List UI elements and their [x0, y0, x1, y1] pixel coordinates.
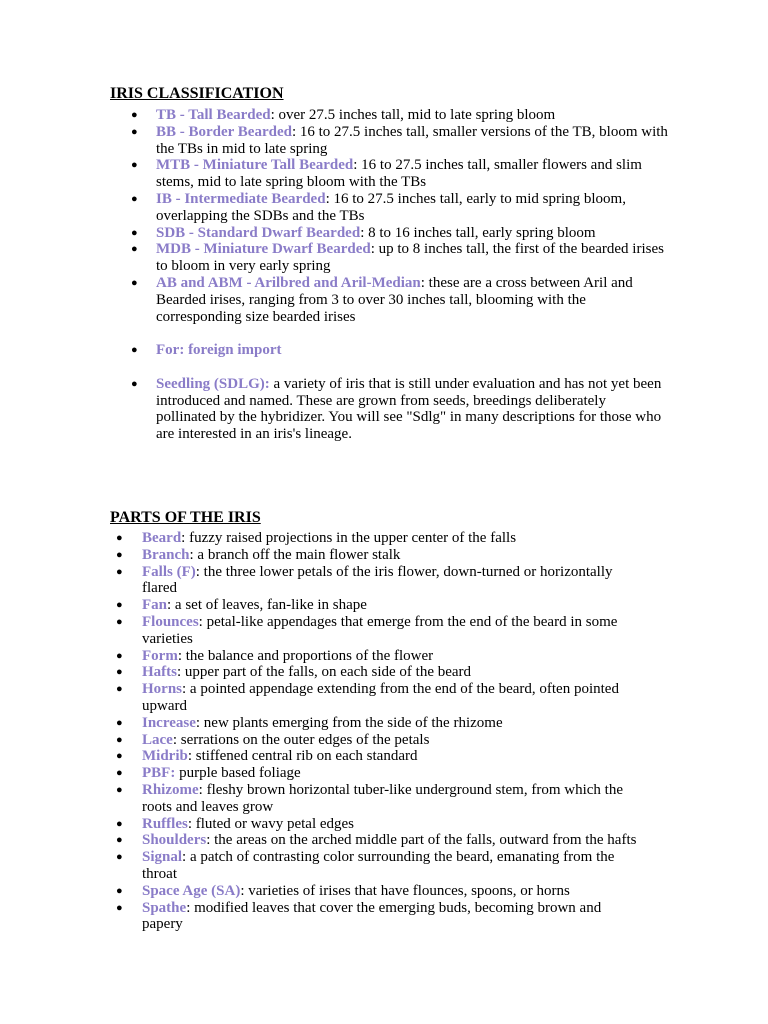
bullet-icon: ● [116, 565, 123, 578]
list-item [131, 190, 668, 225]
definition: : the three lower petals of the iris flower, down-turned or horizontally flared [142, 563, 613, 597]
term: SDB - Standard Dwarf Bearded [156, 224, 361, 241]
list-item [116, 597, 642, 614]
list-item [116, 731, 642, 749]
list-item [116, 681, 642, 715]
bullet-icon: ● [116, 750, 123, 763]
definition: : a branch off the main flower stalk [189, 546, 401, 563]
definition: purple based foliage [175, 765, 301, 782]
definition: : stiffened central rib on each standard [187, 748, 418, 765]
bullet-icon: ● [116, 548, 123, 561]
definition: : upper part of the falls, on each side of the beard [177, 664, 472, 681]
bullet-icon: ● [131, 109, 138, 121]
list-item [131, 123, 668, 158]
list-item [131, 342, 668, 359]
bullet-icon: ● [131, 344, 138, 357]
definition: : 16 to 27.5 inches tall, smaller flowers and slim stems, mid to late spring bloom with the TBs [156, 157, 642, 191]
iris-classification-list [131, 107, 668, 443]
definition: : up to 8 inches tall, the first of the bearded irises to bloom in very early spring [156, 241, 664, 275]
bullet-icon: ● [116, 666, 123, 679]
definition: : a patch of contrasting color surrounding the beard, emanating from the throat [142, 849, 615, 882]
section-title-parts-of-the-iris: PARTS OF THE IRIS [110, 509, 261, 526]
bullet-icon: ● [116, 783, 123, 796]
term: Space Age (SA) [142, 882, 241, 899]
bullet-icon: ● [116, 615, 123, 628]
term: Branch [142, 546, 190, 563]
definition: : fleshy brown horizontal tuber-like underground stem, from which the roots and leaves grow [142, 781, 623, 815]
bullet-icon: ● [116, 817, 123, 830]
definition: : 16 to 27.5 inches tall, smaller versions of the TB, bloom with the TBs in mid to late spring [156, 123, 668, 157]
bullet-icon: ● [116, 683, 123, 696]
bullet-icon: ● [131, 159, 138, 172]
term: Shoulders [142, 832, 207, 849]
list-item [131, 375, 668, 443]
bullet-icon: ● [116, 851, 123, 864]
definition: : fluted or wavy petal edges [187, 815, 355, 832]
definition: : fuzzy raised projections in the upper center of the falls [181, 530, 517, 546]
term: Lace [142, 731, 173, 748]
term: IB - Intermediate Bearded [156, 190, 326, 207]
bullet-icon: ● [116, 649, 123, 662]
definition: : 16 to 27.5 inches tall, early to mid spring bloom, overlapping the SDBs and the TBs [156, 190, 626, 224]
bullet-icon: ● [116, 716, 123, 729]
list-item [116, 647, 642, 665]
term: Rhizome [142, 781, 199, 798]
term: Increase [142, 714, 196, 731]
bullet-icon: ● [131, 377, 138, 390]
bullet-icon: ● [131, 243, 138, 256]
list-item [131, 224, 668, 242]
definition: : petal-like appendages that emerge from the end of the beard in some varieties [142, 613, 618, 647]
list-item [116, 849, 642, 883]
spacer [156, 325, 668, 342]
list-item [116, 714, 642, 732]
definition: : serrations on the outer edges of the petals [172, 731, 430, 748]
list-item [116, 530, 642, 547]
list-item [131, 157, 668, 191]
definition: : a set of leaves, fan-like in shape [167, 597, 367, 614]
term: BB - Border Bearded [156, 123, 292, 140]
bullet-icon: ● [116, 733, 123, 746]
list-item [116, 613, 642, 648]
term: Signal [142, 849, 183, 866]
term: Hafts [142, 664, 177, 681]
list-item [131, 274, 668, 325]
definition: : modified leaves that cover the emerging buds, becoming brown and papery [142, 899, 602, 933]
bullet-icon: ● [131, 192, 138, 205]
list-item [116, 563, 642, 598]
list-item [116, 765, 642, 782]
bullet-icon: ● [116, 532, 123, 544]
bullet-icon: ● [131, 226, 138, 239]
bullet-icon: ● [116, 599, 123, 612]
term: Form [142, 647, 178, 664]
spacer [156, 359, 668, 376]
bullet-icon: ● [116, 884, 123, 897]
bullet-icon: ● [116, 767, 123, 780]
definition: : the areas on the arched middle part of the falls, outward from the hafts [206, 832, 637, 849]
definition: : these are a cross between Aril and Bearded irises, ranging from 3 to over 30 inches tall, blooming with the corresponding size bearded irises [156, 274, 633, 325]
list-item [116, 664, 642, 681]
list-item [131, 107, 668, 124]
list-item [116, 815, 642, 833]
term: Fan [142, 597, 168, 614]
section-title-iris-classification: IRIS CLASSIFICATION [110, 85, 284, 102]
term: Spathe [142, 899, 187, 916]
term: For: foreign import [156, 342, 282, 359]
term: Horns [142, 681, 183, 698]
list-item [116, 781, 642, 816]
bullet-icon: ● [131, 125, 138, 138]
term: Flounces [142, 613, 199, 630]
bullet-icon: ● [131, 276, 138, 289]
list-item [116, 748, 642, 765]
term: Falls (F) [142, 563, 196, 580]
term: TB - Tall Bearded [156, 107, 271, 123]
term: MTB - Miniature Tall Bearded [156, 157, 354, 174]
term: PBF: [142, 765, 176, 782]
term: AB and ABM - Arilbred and Aril-Median [156, 274, 421, 291]
bullet-icon: ● [116, 834, 123, 847]
parts-of-the-iris-list [116, 530, 642, 933]
term: Beard [142, 530, 182, 546]
definition: a variety of iris that is still under evaluation and has not yet been introduced and named. These are grown from seeds, breedings deliberately pollinated by the hybridizer. You will see "Sdlg" in many descriptions for those who are interested in an iris's lineage. [156, 375, 662, 443]
term: Seedling (SDLG): [156, 375, 270, 392]
bullet-icon: ● [116, 901, 123, 914]
term: Ruffles [142, 815, 188, 832]
list-item [116, 832, 642, 849]
term: Midrib [142, 748, 188, 765]
list-item [116, 882, 642, 900]
definition: : varieties of irises that have flounces, spoons, or horns [240, 882, 570, 899]
definition: : the balance and proportions of the flower [177, 647, 434, 664]
definition: : a pointed appendage extending from the end of the beard, often pointed upward [142, 681, 619, 714]
definition: : new plants emerging from the side of the rhizome [195, 714, 503, 731]
definition: : over 27.5 inches tall, mid to late spring bloom [270, 107, 556, 123]
term: MDB - Miniature Dwarf Bearded [156, 241, 371, 258]
list-item [131, 241, 668, 275]
definition: : 8 to 16 inches tall, early spring bloom [360, 224, 596, 241]
list-item [116, 546, 642, 564]
list-item [116, 899, 642, 934]
